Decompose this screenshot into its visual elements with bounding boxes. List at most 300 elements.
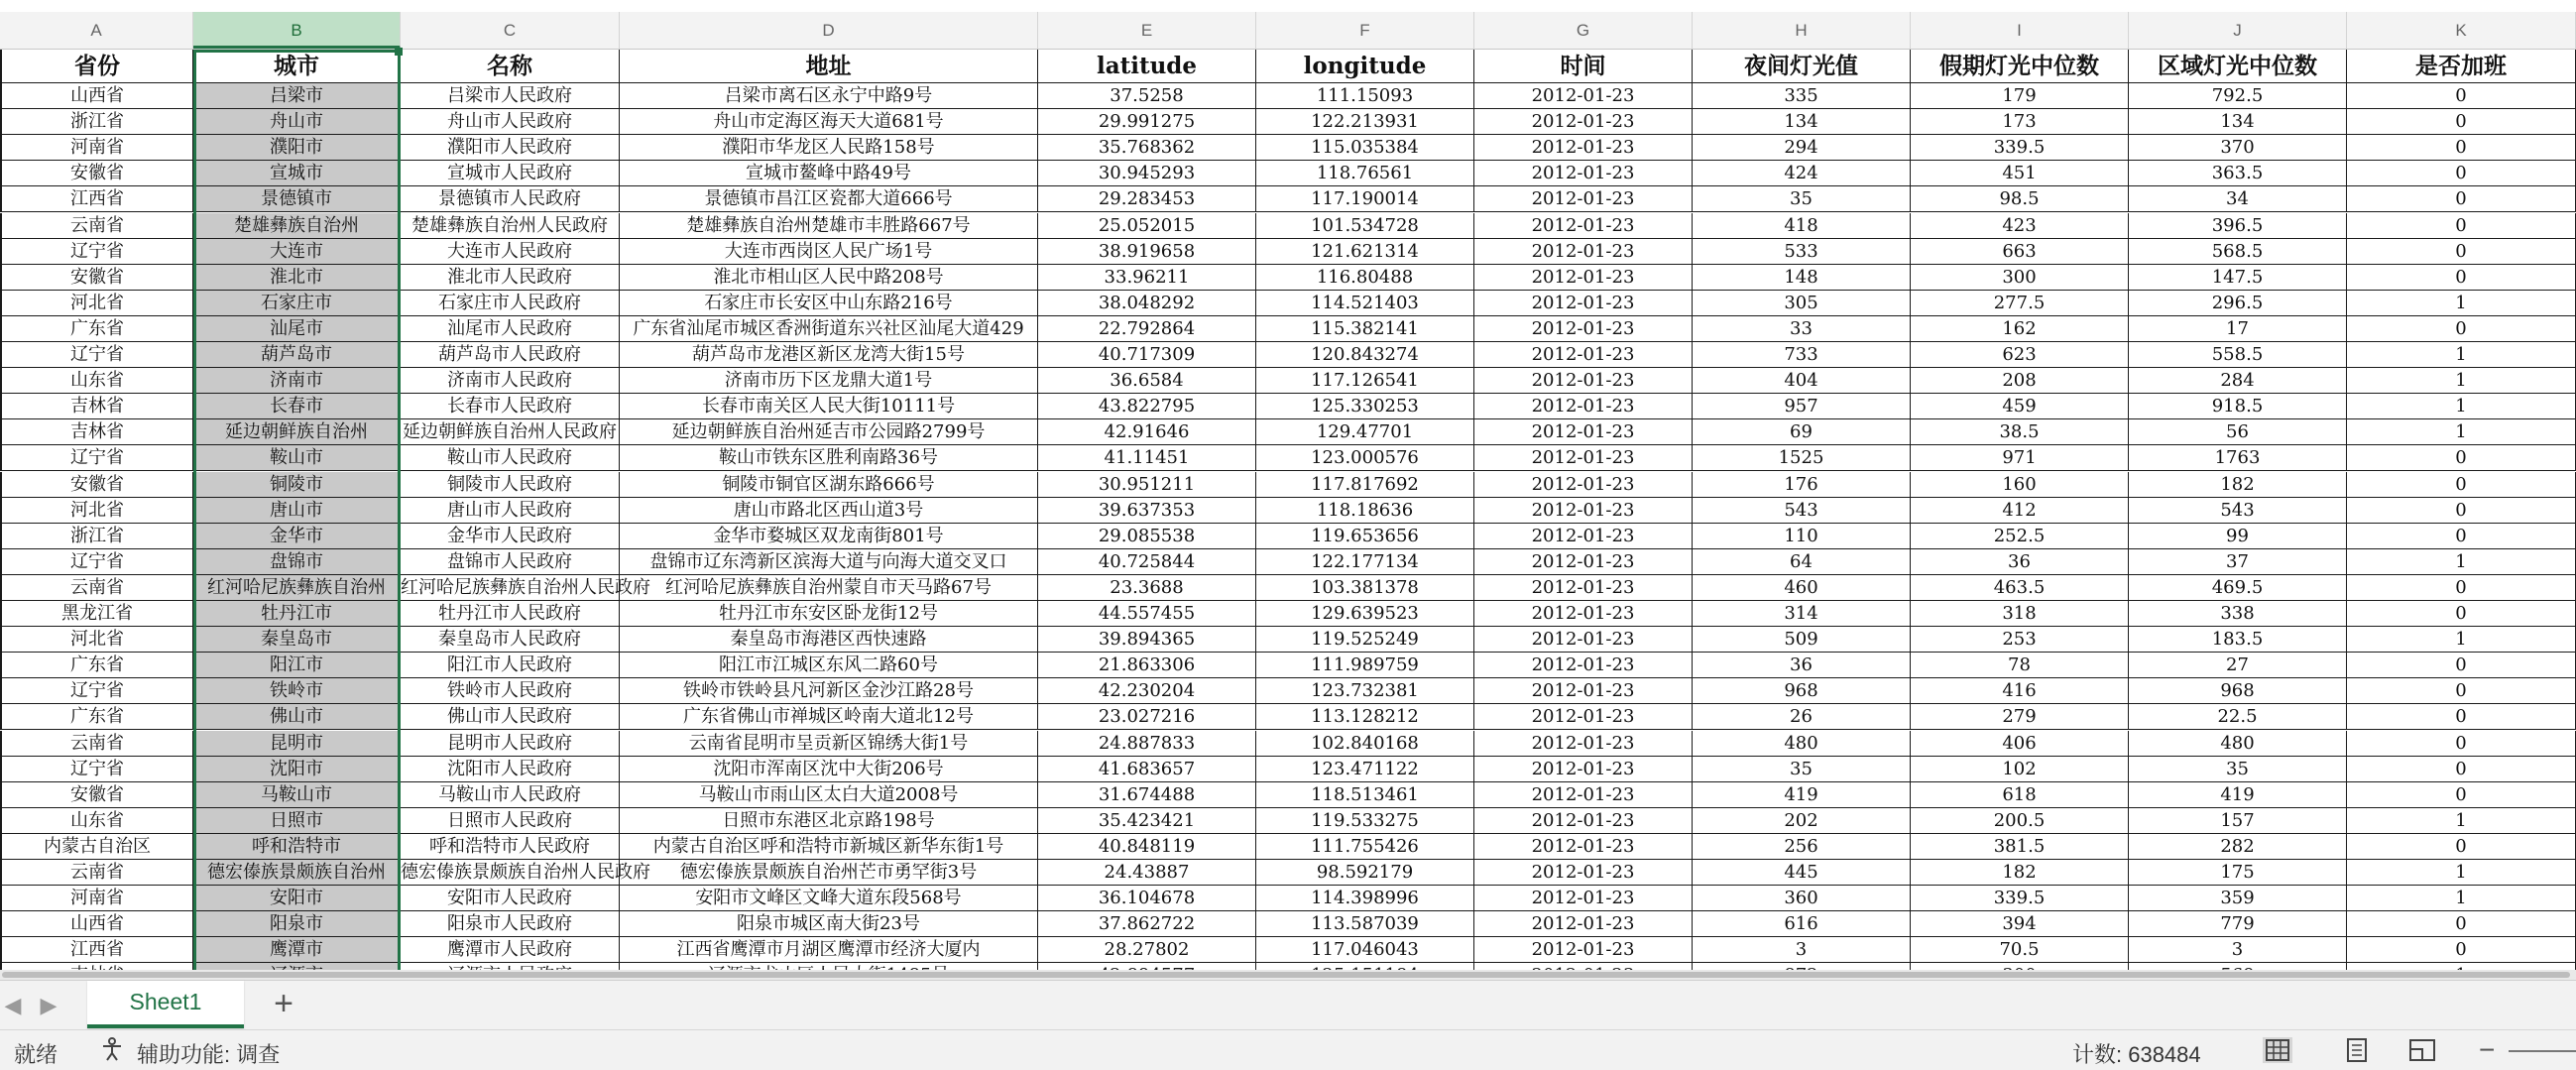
table-cell[interactable]: 182	[2129, 472, 2347, 498]
table-cell[interactable]: 971	[1911, 445, 2129, 471]
table-cell[interactable]: 安阳市文峰区文峰大道东段568号	[620, 886, 1038, 911]
table-cell[interactable]: 延边朝鲜族自治州人民政府	[401, 419, 620, 445]
table-cell[interactable]: 2012-01-23	[1474, 186, 1693, 212]
table-cell[interactable]: 云南省	[0, 575, 193, 601]
table-cell[interactable]: 黑龙江省	[0, 601, 193, 627]
table-cell[interactable]: 2012-01-23	[1474, 161, 1693, 186]
table-cell[interactable]: 濮阳市	[193, 135, 401, 161]
table-cell[interactable]: 德宏傣族景颇族自治州芒市勇罕街3号	[620, 860, 1038, 886]
table-cell[interactable]: 36	[1911, 549, 2129, 575]
table-cell[interactable]: 957	[1693, 394, 1911, 419]
table-cell[interactable]: 2012-01-23	[1474, 731, 1693, 757]
table-cell[interactable]: 23.3688	[1038, 575, 1256, 601]
table-cell[interactable]: 2012-01-23	[1474, 342, 1693, 368]
table-cell[interactable]: 21.863306	[1038, 653, 1256, 678]
table-cell[interactable]: 1	[2347, 886, 2576, 911]
table-cell[interactable]: 2012-01-23	[1474, 394, 1693, 419]
table-cell[interactable]: 江西省鹰潭市月湖区鹰潭市经济大厦内	[620, 937, 1038, 963]
table-cell[interactable]: 2012-01-23	[1474, 445, 1693, 471]
table-cell[interactable]: 3	[1693, 937, 1911, 963]
table-cell[interactable]: 云南省	[0, 731, 193, 757]
table-cell[interactable]: 119.533275	[1256, 808, 1474, 834]
table-cell[interactable]: 360	[1693, 886, 1911, 911]
table-cell[interactable]: 0	[2347, 316, 2576, 342]
table-cell[interactable]: 广东省汕尾市城区香洲街道东兴社区汕尾大道429	[620, 316, 1038, 342]
sheet-tab[interactable]: Sheet1	[87, 981, 244, 1028]
table-cell[interactable]: 618	[1911, 782, 2129, 808]
table-cell[interactable]: 38.919658	[1038, 239, 1256, 265]
table-cell[interactable]: 2012-01-23	[1474, 937, 1693, 963]
table-cell[interactable]: 119.525249	[1256, 627, 1474, 653]
table-cell[interactable]: 111.989759	[1256, 653, 1474, 678]
add-sheet-button[interactable]: +	[274, 985, 293, 1022]
scrollbar-thumb[interactable]	[2, 972, 2570, 978]
table-cell[interactable]: 日照市	[193, 808, 401, 834]
table-cell[interactable]: 铜陵市人民政府	[401, 472, 620, 498]
column-header-f[interactable]: F	[1256, 12, 1474, 49]
table-cell[interactable]: 40.717309	[1038, 342, 1256, 368]
table-cell[interactable]: 2012-01-23	[1474, 109, 1693, 135]
table-cell[interactable]: 阳泉市城区南大街23号	[620, 911, 1038, 937]
table-cell[interactable]: 102	[1911, 757, 2129, 782]
table-cell[interactable]: 17	[2129, 316, 2347, 342]
table-cell[interactable]: 淮北市相山区人民中路208号	[620, 265, 1038, 291]
prev-sheet-icon[interactable]: ◀	[4, 993, 22, 1017]
table-cell[interactable]: 339.5	[1911, 135, 2129, 161]
table-cell[interactable]: 阳泉市	[193, 911, 401, 937]
table-cell[interactable]: 1525	[1693, 445, 1911, 471]
table-cell[interactable]: 30.951211	[1038, 472, 1256, 498]
normal-view-icon[interactable]	[2263, 1037, 2292, 1063]
table-cell[interactable]: 314	[1693, 601, 1911, 627]
table-cell[interactable]: 284	[2129, 368, 2347, 394]
table-cell[interactable]: 0	[2347, 575, 2576, 601]
table-cell[interactable]: 118.76561	[1256, 161, 1474, 186]
table-cell[interactable]: 唐山市	[193, 498, 401, 524]
table-cell[interactable]: 78	[1911, 653, 2129, 678]
table-cell[interactable]: 延边朝鲜族自治州	[193, 419, 401, 445]
table-cell[interactable]: 423	[1911, 213, 2129, 239]
table-cell[interactable]: 26	[1693, 704, 1911, 730]
header-cell[interactable]: 假期灯光中位数	[1911, 50, 2129, 83]
table-cell[interactable]: 123.732381	[1256, 678, 1474, 704]
table-cell[interactable]: 1	[2347, 342, 2576, 368]
column-header-d[interactable]: D	[620, 12, 1038, 49]
table-cell[interactable]: 景德镇市昌江区瓷都大道666号	[620, 186, 1038, 212]
table-cell[interactable]: 200.5	[1911, 808, 2129, 834]
table-cell[interactable]: 33.96211	[1038, 265, 1256, 291]
table-cell[interactable]: 445	[1693, 860, 1911, 886]
table-cell[interactable]: 305	[1693, 291, 1911, 316]
table-cell[interactable]: 红河哈尼族彝族自治州蒙自市天马路67号	[620, 575, 1038, 601]
table-cell[interactable]: 延边朝鲜族自治州延吉市公园路2799号	[620, 419, 1038, 445]
table-cell[interactable]: 山东省	[0, 368, 193, 394]
table-cell[interactable]: 盘锦市	[193, 549, 401, 575]
table-cell[interactable]: 294	[1693, 135, 1911, 161]
table-cell[interactable]: 吕梁市离石区永宁中路9号	[620, 83, 1038, 109]
table-cell[interactable]: 0	[2347, 678, 2576, 704]
table-cell[interactable]: 480	[2129, 731, 2347, 757]
table-cell[interactable]: 279	[1911, 704, 2129, 730]
table-cell[interactable]: 秦皇岛市海港区西快速路	[620, 627, 1038, 653]
header-cell[interactable]: 是否加班	[2347, 50, 2576, 83]
table-cell[interactable]: 2012-01-23	[1474, 575, 1693, 601]
table-cell[interactable]: 404	[1693, 368, 1911, 394]
table-cell[interactable]: 马鞍山市雨山区太白大道2008号	[620, 782, 1038, 808]
table-cell[interactable]: 辽宁省	[0, 239, 193, 265]
table-cell[interactable]: 300	[1911, 265, 2129, 291]
table-cell[interactable]: 0	[2347, 186, 2576, 212]
table-cell[interactable]: 30.945293	[1038, 161, 1256, 186]
table-cell[interactable]: 长春市人民政府	[401, 394, 620, 419]
table-cell[interactable]: 123.000576	[1256, 445, 1474, 471]
table-cell[interactable]: 102.840168	[1256, 731, 1474, 757]
table-cell[interactable]: 27	[2129, 653, 2347, 678]
table-cell[interactable]: 舟山市人民政府	[401, 109, 620, 135]
table-cell[interactable]: 2012-01-23	[1474, 419, 1693, 445]
table-cell[interactable]: 铜陵市铜官区湖东路666号	[620, 472, 1038, 498]
table-cell[interactable]: 36	[1693, 653, 1911, 678]
table-cell[interactable]: 楚雄彝族自治州楚雄市丰胜路667号	[620, 213, 1038, 239]
table-cell[interactable]: 辽宁省	[0, 445, 193, 471]
next-sheet-icon[interactable]: ▶	[40, 993, 58, 1017]
table-cell[interactable]: 416	[1911, 678, 2129, 704]
table-cell[interactable]: 2012-01-23	[1474, 808, 1693, 834]
table-cell[interactable]: 183.5	[2129, 627, 2347, 653]
table-cell[interactable]: 558.5	[2129, 342, 2347, 368]
table-cell[interactable]: 118.18636	[1256, 498, 1474, 524]
table-cell[interactable]: 沈阳市人民政府	[401, 757, 620, 782]
table-cell[interactable]: 202	[1693, 808, 1911, 834]
table-cell[interactable]: 山西省	[0, 83, 193, 109]
table-cell[interactable]: 35	[1693, 186, 1911, 212]
table-cell[interactable]: 德宏傣族景颇族自治州人民政府	[401, 860, 620, 886]
table-cell[interactable]: 2012-01-23	[1474, 653, 1693, 678]
table-cell[interactable]: 江西省	[0, 937, 193, 963]
table-cell[interactable]: 31.674488	[1038, 782, 1256, 808]
table-cell[interactable]: 42.230204	[1038, 678, 1256, 704]
table-cell[interactable]: 381.5	[1911, 834, 2129, 860]
table-cell[interactable]: 37	[2129, 549, 2347, 575]
table-cell[interactable]: 24.887833	[1038, 731, 1256, 757]
table-cell[interactable]: 吉林省	[0, 419, 193, 445]
table-cell[interactable]: 石家庄市人民政府	[401, 291, 620, 316]
table-cell[interactable]: 543	[1693, 498, 1911, 524]
table-cell[interactable]: 3	[2129, 937, 2347, 963]
table-cell[interactable]: 42.91646	[1038, 419, 1256, 445]
table-cell[interactable]: 宣城市鳌峰中路49号	[620, 161, 1038, 186]
table-cell[interactable]: 楚雄彝族自治州	[193, 213, 401, 239]
table-cell[interactable]: 宣城市人民政府	[401, 161, 620, 186]
table-cell[interactable]: 41.683657	[1038, 757, 1256, 782]
table-cell[interactable]: 543	[2129, 498, 2347, 524]
header-cell[interactable]: 区域灯光中位数	[2129, 50, 2347, 83]
table-cell[interactable]: 2012-01-23	[1474, 213, 1693, 239]
header-cell[interactable]: 时间	[1474, 50, 1693, 83]
table-cell[interactable]: 35.768362	[1038, 135, 1256, 161]
table-cell[interactable]: 鹰潭市人民政府	[401, 937, 620, 963]
table-cell[interactable]: 451	[1911, 161, 2129, 186]
column-header-h[interactable]: H	[1693, 12, 1911, 49]
table-cell[interactable]: 2012-01-23	[1474, 135, 1693, 161]
table-cell[interactable]: 汕尾市	[193, 316, 401, 342]
table-cell[interactable]: 2012-01-23	[1474, 316, 1693, 342]
table-cell[interactable]: 葫芦岛市人民政府	[401, 342, 620, 368]
table-cell[interactable]: 1	[2347, 549, 2576, 575]
table-cell[interactable]: 云南省	[0, 213, 193, 239]
column-header-b[interactable]: B	[193, 12, 401, 49]
table-cell[interactable]: 0	[2347, 937, 2576, 963]
table-cell[interactable]: 0	[2347, 445, 2576, 471]
table-cell[interactable]: 唐山市人民政府	[401, 498, 620, 524]
table-cell[interactable]: 日照市东港区北京路198号	[620, 808, 1038, 834]
table-cell[interactable]: 2012-01-23	[1474, 498, 1693, 524]
page-layout-view-icon[interactable]	[2342, 1037, 2372, 1063]
table-cell[interactable]: 129.47701	[1256, 419, 1474, 445]
table-cell[interactable]: 金华市	[193, 524, 401, 549]
table-cell[interactable]: 256	[1693, 834, 1911, 860]
table-cell[interactable]: 35	[2129, 757, 2347, 782]
page-break-view-icon[interactable]	[2407, 1037, 2437, 1063]
table-cell[interactable]: 113.587039	[1256, 911, 1474, 937]
table-cell[interactable]: 1	[2347, 808, 2576, 834]
table-cell[interactable]: 175	[2129, 860, 2347, 886]
table-cell[interactable]: 363.5	[2129, 161, 2347, 186]
table-cell[interactable]: 1	[2347, 860, 2576, 886]
table-cell[interactable]: 338	[2129, 601, 2347, 627]
table-cell[interactable]: 云南省	[0, 860, 193, 886]
table-cell[interactable]: 沈阳市	[193, 757, 401, 782]
table-cell[interactable]: 淮北市人民政府	[401, 265, 620, 291]
table-cell[interactable]: 463.5	[1911, 575, 2129, 601]
table-cell[interactable]: 舟山市	[193, 109, 401, 135]
table-cell[interactable]: 安徽省	[0, 265, 193, 291]
table-cell[interactable]: 41.11451	[1038, 445, 1256, 471]
table-cell[interactable]: 江西省	[0, 186, 193, 212]
table-cell[interactable]: 2012-01-23	[1474, 860, 1693, 886]
table-cell[interactable]: 2012-01-23	[1474, 678, 1693, 704]
table-cell[interactable]: 红河哈尼族彝族自治州人民政府	[401, 575, 620, 601]
table-cell[interactable]: 2012-01-23	[1474, 704, 1693, 730]
table-cell[interactable]: 阳江市	[193, 653, 401, 678]
table-cell[interactable]: 德宏傣族景颇族自治州	[193, 860, 401, 886]
header-cell[interactable]: 地址	[620, 50, 1038, 83]
table-cell[interactable]: 0	[2347, 135, 2576, 161]
table-cell[interactable]: 70.5	[1911, 937, 2129, 963]
table-cell[interactable]: 43.822795	[1038, 394, 1256, 419]
table-cell[interactable]: 2012-01-23	[1474, 782, 1693, 808]
table-cell[interactable]: 394	[1911, 911, 2129, 937]
table-cell[interactable]: 唐山市路北区西山道3号	[620, 498, 1038, 524]
table-cell[interactable]: 安徽省	[0, 161, 193, 186]
table-cell[interactable]: 412	[1911, 498, 2129, 524]
table-cell[interactable]: 2012-01-23	[1474, 368, 1693, 394]
table-cell[interactable]: 河南省	[0, 886, 193, 911]
table-cell[interactable]: 36.6584	[1038, 368, 1256, 394]
table-cell[interactable]: 179	[1911, 83, 2129, 109]
table-cell[interactable]: 大连市西岗区人民广场1号	[620, 239, 1038, 265]
table-cell[interactable]: 1	[2347, 368, 2576, 394]
table-cell[interactable]: 葫芦岛市龙港区新区龙湾大街15号	[620, 342, 1038, 368]
table-cell[interactable]: 0	[2347, 498, 2576, 524]
table-cell[interactable]: 335	[1693, 83, 1911, 109]
table-cell[interactable]: 0	[2347, 109, 2576, 135]
table-cell[interactable]: 2012-01-23	[1474, 83, 1693, 109]
table-cell[interactable]: 176	[1693, 472, 1911, 498]
table-cell[interactable]: 盘锦市辽东湾新区滨海大道与向海大道交叉口	[620, 549, 1038, 575]
table-cell[interactable]: 568.5	[2129, 239, 2347, 265]
table-cell[interactable]: 安阳市人民政府	[401, 886, 620, 911]
zoom-slider[interactable]	[2509, 1050, 2576, 1052]
table-cell[interactable]: 辽宁省	[0, 678, 193, 704]
table-cell[interactable]: 509	[1693, 627, 1911, 653]
table-cell[interactable]: 116.80488	[1256, 265, 1474, 291]
table-cell[interactable]: 22.792864	[1038, 316, 1256, 342]
table-cell[interactable]: 0	[2347, 704, 2576, 730]
table-cell[interactable]: 金华市婺城区双龙南街801号	[620, 524, 1038, 549]
table-cell[interactable]: 115.035384	[1256, 135, 1474, 161]
table-cell[interactable]: 0	[2347, 601, 2576, 627]
table-cell[interactable]: 779	[2129, 911, 2347, 937]
header-cell[interactable]: 省份	[0, 50, 193, 83]
table-cell[interactable]: 0	[2347, 472, 2576, 498]
table-cell[interactable]: 37.5258	[1038, 83, 1256, 109]
table-cell[interactable]: 28.27802	[1038, 937, 1256, 963]
table-cell[interactable]: 浙江省	[0, 524, 193, 549]
table-cell[interactable]: 盘锦市人民政府	[401, 549, 620, 575]
table-cell[interactable]: 98.5	[1911, 186, 2129, 212]
header-cell[interactable]: longitude	[1256, 50, 1474, 83]
table-cell[interactable]: 110	[1693, 524, 1911, 549]
table-cell[interactable]: 460	[1693, 575, 1911, 601]
table-cell[interactable]: 牡丹江市人民政府	[401, 601, 620, 627]
column-header-i[interactable]: I	[1911, 12, 2129, 49]
table-cell[interactable]: 117.046043	[1256, 937, 1474, 963]
table-cell[interactable]: 459	[1911, 394, 2129, 419]
table-cell[interactable]: 0	[2347, 834, 2576, 860]
accessibility-status[interactable]: 辅助功能: 调查	[137, 1042, 281, 1067]
table-cell[interactable]: 昆明市	[193, 731, 401, 757]
table-cell[interactable]: 480	[1693, 731, 1911, 757]
header-cell[interactable]: 名称	[401, 50, 620, 83]
table-cell[interactable]: 云南省昆明市呈贡新区锦绣大街1号	[620, 731, 1038, 757]
table-cell[interactable]: 0	[2347, 653, 2576, 678]
table-cell[interactable]: 1	[2347, 419, 2576, 445]
table-cell[interactable]: 河北省	[0, 627, 193, 653]
table-cell[interactable]: 44.557455	[1038, 601, 1256, 627]
table-cell[interactable]: 111.755426	[1256, 834, 1474, 860]
table-cell[interactable]: 157	[2129, 808, 2347, 834]
table-cell[interactable]: 111.15093	[1256, 83, 1474, 109]
table-cell[interactable]: 楚雄彝族自治州人民政府	[401, 213, 620, 239]
table-cell[interactable]: 123.471122	[1256, 757, 1474, 782]
table-cell[interactable]: 25.052015	[1038, 213, 1256, 239]
table-cell[interactable]: 98.592179	[1256, 860, 1474, 886]
table-cell[interactable]: 长春市	[193, 394, 401, 419]
column-header-a[interactable]: A	[0, 12, 193, 49]
table-cell[interactable]: 253	[1911, 627, 2129, 653]
table-cell[interactable]: 佛山市人民政府	[401, 704, 620, 730]
table-cell[interactable]: 葫芦岛市	[193, 342, 401, 368]
table-cell[interactable]: 2012-01-23	[1474, 524, 1693, 549]
table-cell[interactable]: 濮阳市华龙区人民路158号	[620, 135, 1038, 161]
table-cell[interactable]: 铁岭市铁岭县凡河新区金沙江路28号	[620, 678, 1038, 704]
table-cell[interactable]: 长春市南关区人民大街10111号	[620, 394, 1038, 419]
zoom-out-button[interactable]: −	[2479, 1034, 2496, 1065]
table-cell[interactable]: 山西省	[0, 911, 193, 937]
table-cell[interactable]: 濮阳市人民政府	[401, 135, 620, 161]
table-cell[interactable]: 大连市人民政府	[401, 239, 620, 265]
column-header-k[interactable]: K	[2347, 12, 2576, 49]
table-cell[interactable]: 418	[1693, 213, 1911, 239]
table-cell[interactable]: 117.126541	[1256, 368, 1474, 394]
table-cell[interactable]: 0	[2347, 213, 2576, 239]
table-cell[interactable]: 339.5	[1911, 886, 2129, 911]
table-cell[interactable]: 115.382141	[1256, 316, 1474, 342]
table-cell[interactable]: 牡丹江市东安区卧龙街12号	[620, 601, 1038, 627]
table-cell[interactable]: 昆明市人民政府	[401, 731, 620, 757]
table-cell[interactable]: 辽宁省	[0, 342, 193, 368]
table-cell[interactable]: 河南省	[0, 135, 193, 161]
table-cell[interactable]: 173	[1911, 109, 2129, 135]
table-cell[interactable]: 马鞍山市	[193, 782, 401, 808]
table-cell[interactable]: 石家庄市长安区中山东路216号	[620, 291, 1038, 316]
table-cell[interactable]: 114.398996	[1256, 886, 1474, 911]
table-cell[interactable]: 鞍山市铁东区胜利南路36号	[620, 445, 1038, 471]
table-cell[interactable]: 129.639523	[1256, 601, 1474, 627]
table-cell[interactable]: 121.621314	[1256, 239, 1474, 265]
table-cell[interactable]: 29.283453	[1038, 186, 1256, 212]
table-cell[interactable]: 0	[2347, 782, 2576, 808]
table-cell[interactable]: 469.5	[2129, 575, 2347, 601]
table-cell[interactable]: 35	[1693, 757, 1911, 782]
table-cell[interactable]: 内蒙古自治区呼和浩特市新城区新华东街1号	[620, 834, 1038, 860]
table-cell[interactable]: 济南市	[193, 368, 401, 394]
table-cell[interactable]: 33	[1693, 316, 1911, 342]
table-cell[interactable]: 23.027216	[1038, 704, 1256, 730]
table-cell[interactable]: 安徽省	[0, 782, 193, 808]
table-cell[interactable]: 1763	[2129, 445, 2347, 471]
table-cell[interactable]: 122.213931	[1256, 109, 1474, 135]
table-cell[interactable]: 山东省	[0, 808, 193, 834]
table-cell[interactable]: 122.177134	[1256, 549, 1474, 575]
table-cell[interactable]: 鞍山市人民政府	[401, 445, 620, 471]
table-cell[interactable]: 1	[2347, 291, 2576, 316]
table-cell[interactable]: 918.5	[2129, 394, 2347, 419]
table-cell[interactable]: 2012-01-23	[1474, 265, 1693, 291]
table-cell[interactable]: 419	[1693, 782, 1911, 808]
table-cell[interactable]: 广东省	[0, 653, 193, 678]
accessibility-icon[interactable]	[99, 1036, 125, 1062]
table-cell[interactable]: 117.817692	[1256, 472, 1474, 498]
table-cell[interactable]: 2012-01-23	[1474, 886, 1693, 911]
table-cell[interactable]: 616	[1693, 911, 1911, 937]
table-cell[interactable]: 69	[1693, 419, 1911, 445]
table-cell[interactable]: 铁岭市	[193, 678, 401, 704]
header-cell[interactable]: latitude	[1038, 50, 1256, 83]
header-cell[interactable]: 夜间灯光值	[1693, 50, 1911, 83]
table-cell[interactable]: 阳江市江城区东风二路60号	[620, 653, 1038, 678]
table-cell[interactable]: 鞍山市	[193, 445, 401, 471]
table-cell[interactable]: 120.843274	[1256, 342, 1474, 368]
table-cell[interactable]: 623	[1911, 342, 2129, 368]
header-cell[interactable]: 城市	[193, 50, 401, 83]
table-cell[interactable]: 56	[2129, 419, 2347, 445]
table-cell[interactable]: 119.653656	[1256, 524, 1474, 549]
table-cell[interactable]: 134	[2129, 109, 2347, 135]
table-cell[interactable]: 广东省佛山市禅城区岭南大道北12号	[620, 704, 1038, 730]
table-cell[interactable]: 2012-01-23	[1474, 239, 1693, 265]
